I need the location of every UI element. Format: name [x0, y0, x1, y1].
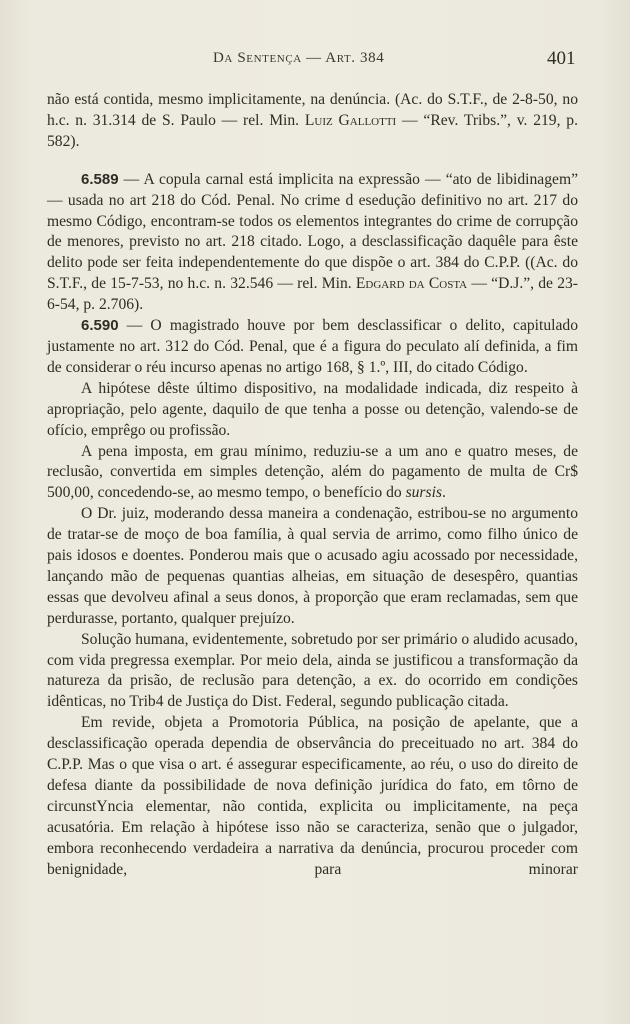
paragraph-text: não está contida, mesmo implicitamente, na denúncia. (Ac. do S.T.F., de 2-8-50, no h.c. n. 31.314 de S. Paulo — rel. Min.: [47, 91, 578, 129]
paragraph-text: A hipótese dêste último dispositivo, na modalidade indicada, diz respeito à apropriação, pelo agente, daquilo de que tenha a posse ou detenção, valendo-se de ofício, emprêgo ou profissão.: [47, 379, 578, 439]
running-head: [0, 50, 630, 74]
paragraph-revide: [47, 713, 578, 880]
paragraph-6589: [47, 170, 578, 316]
citation-text: — “D.J.”, de 23-6-54, p. 2.706).: [47, 275, 578, 314]
case-number: 6.589: [81, 170, 119, 188]
paragraph-solucao: [47, 630, 578, 714]
paragraph-juiz: [47, 504, 578, 629]
page-number: 401: [547, 48, 576, 69]
paragraph-text: O Dr. juiz, moderando dessa maneira a condenação, estribou-se no argumento de tratar-se de moço de boa família, à qual servia de arrimo, como filho único de pais idosos e doentes. Ponderou mais que o acusado agiu acossado por necessidade, lançando mão de pequenas quantias alheias, em situação de desespêro, quantias essas que devolveu afinal a seus donos, à proporção que eram reclamadas, sem que perdurasse, portanto, qualquer prejuízo.: [47, 505, 578, 627]
body-text: [47, 90, 578, 881]
paragraph-continuation: [47, 90, 578, 153]
case-number: 6.590: [81, 317, 119, 335]
paragraph-pena: [47, 442, 578, 505]
italic-term: sursis: [405, 484, 442, 502]
paragraph-6590: [47, 316, 578, 379]
paragraph-gap: [47, 153, 578, 170]
paragraph-text: Solução humana, evidentemente, sobretudo por ser primário o aludido acusado, com vida pregressa exemplar. Por meio dela, ainda se justificou a transformação da natureza da prisão, de reclusão para detenção, a ex. do ocorrido em condições idênticas, no Trib4 de Justiça do Dist. Federal, segundo publicação citada.: [47, 630, 578, 711]
paragraph-hipotese: [47, 379, 578, 442]
citation-text: — “Rev. Tribs.”, v. 219, p. 582).: [47, 111, 578, 150]
paragraph-text-end: .: [441, 484, 446, 502]
judge-name: Luiz Gallotti: [304, 111, 397, 129]
running-title: Da Sentença — Art. 384: [213, 50, 385, 66]
judge-name: Edgard da Costa: [355, 275, 468, 293]
paragraph-text: — O magistrado houve por bem desclassificar o delito, capitulado justamente no art. 312 do Cód. Penal, que é a figura do peculato alí definida, a fim de considerar o réu incurso apenas no artigo 168, § 1.º, III, do citado Código.: [47, 317, 578, 376]
paragraph-text: Em revide, objeta a Promotoria Pública, na posição de apelante, que a desclassificação operada dependia de observância do preceituado no art. 384 do C.P.P. Mas o que visa o art. é assegurar especificamente, ao réu, o uso do direito de defesa diante da possibilidade de nova definição jurídica do fato, em tôrno de circunstYncia elementar, não contida, explicita ou implicitamente, na peça acusatória. Em relação à hipótese isso não se caracteriza, senão que o julgador, embora reconhecendo verdadeira a narrativa da denúncia, procurou proceder com benignidade, para minorar: [47, 714, 578, 878]
paragraph-text: — A copula carnal está implicita na expressão — “ato de libidinagem” — usada no art 218 do Cód. Penal. No crime d esedução definitivo no art. 217 do mesmo Código, encontram-se todos os elementos integrantes do crime de corrupção de menores, previsto no art. 218 citado. Logo, a desclassificação daquêle para êste delito pode ser feita independentemente do que dispõe o art. 384 do C.P.P. ((Ac. do S.T.F., de 15-7-53, no h.c. n. 32.546 — rel. Min.: [47, 170, 578, 293]
paragraph-text: A pena imposta, em grau mínimo, reduziu-se a um ano e quatro meses, de reclusão, convertida em simples detenção, além do pagamento de multa de Cr$ 500,00, concedendo-se, ao mesmo tempo, o benefício do: [47, 442, 578, 502]
